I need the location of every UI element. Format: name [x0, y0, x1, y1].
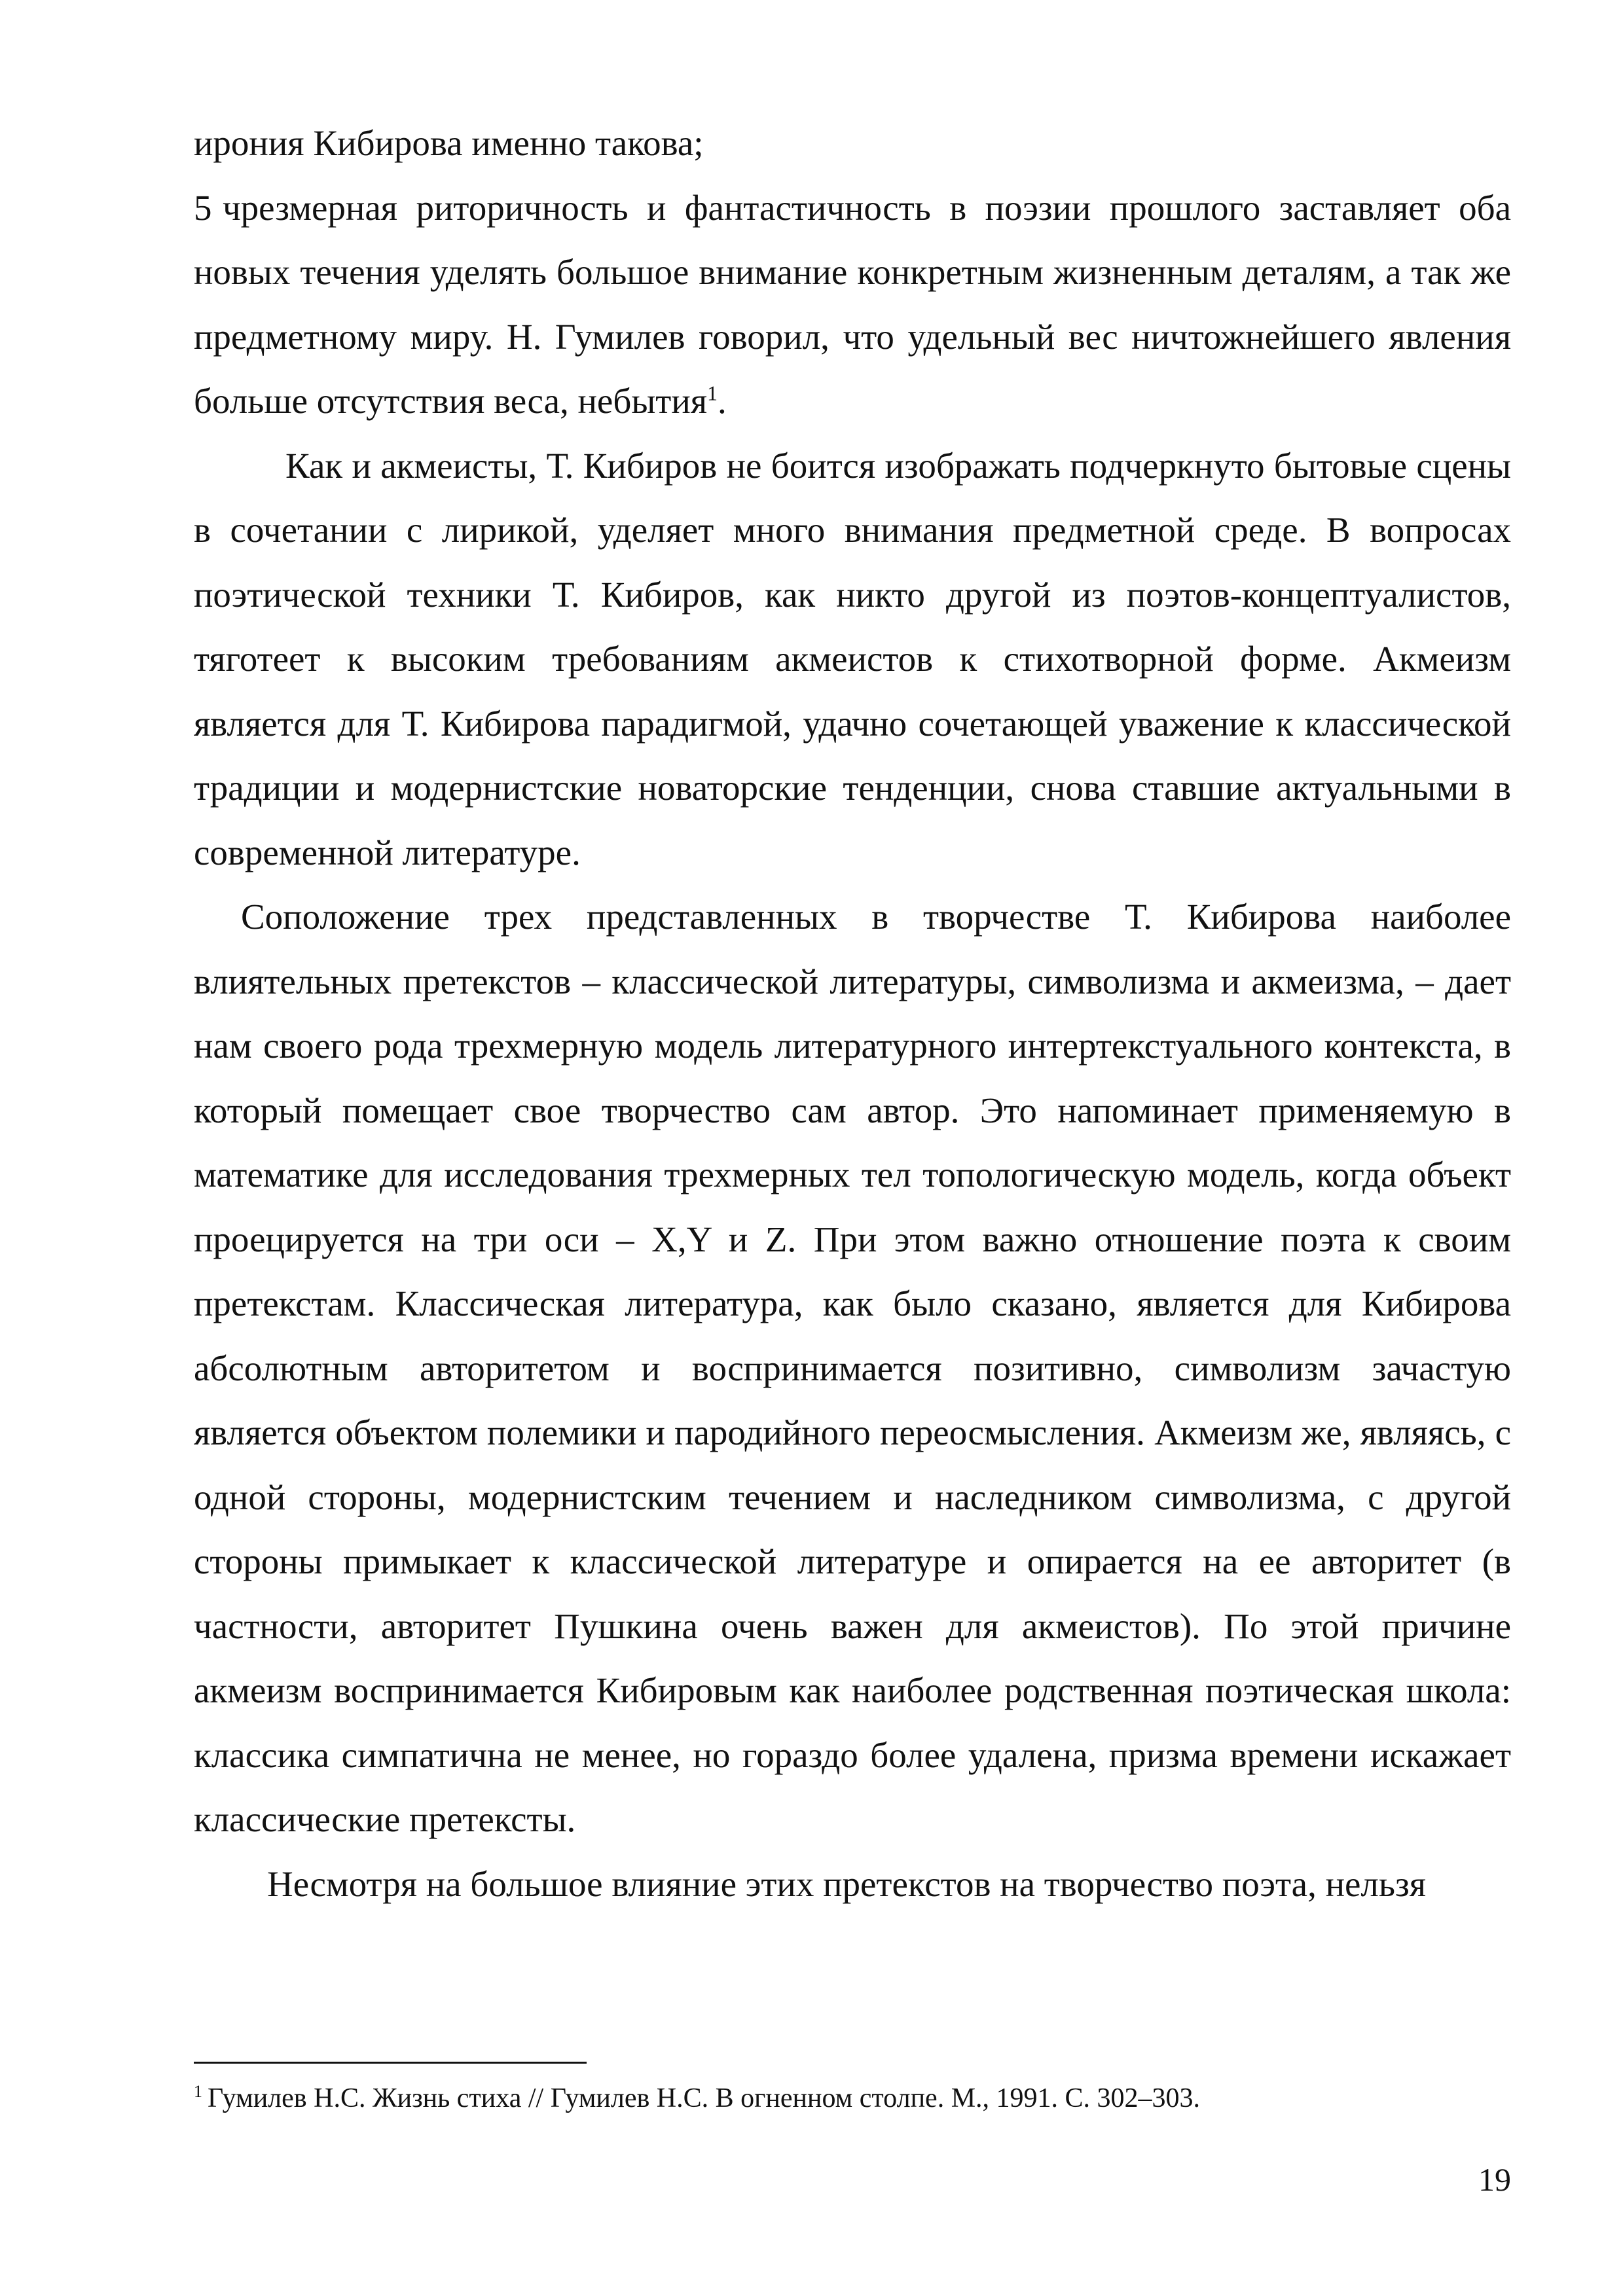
list-number: 5 [194, 187, 212, 228]
footnote-text: Гумилев Н.С. Жизнь стиха // Гумилев Н.С. В огненном столпе. М., 1991. С. 302–303. [208, 2083, 1201, 2113]
paragraph-3: Как и акмеисты, Т. Кибиров не боится изображать подчеркнуто бытовые сцены в сочетании с лирикой, уделяет много внимания предметной среде. В вопросах поэтической техники Т. Кибиров, как никто другой из поэтов-концептуалистов, тяготеет к высоким требованиям акмеистов к стихотворной форме. Акмеизм является для Т. Кибирова парадигмой, удачно сочетающей уважение к классической традиции и модернистские новаторские тенденции, снова ставшие актуальными в современной литературе. [194, 445, 1511, 872]
footnote-reference[interactable]: 1 [707, 381, 718, 405]
paragraph-1: ирония Кибирова именно такова; [194, 123, 704, 163]
paragraph-2-end: . [718, 381, 727, 421]
page-number: 19 [1478, 2161, 1511, 2198]
paragraph-4: Соположение трех представленных в творчестве Т. Кибирова наиболее влиятельных претекстов – классической литературы, символизма и акмеизма, – дает нам своего рода трехмерную модель литературного интертекстуального контекста, в который помещает свое творчество сам автор. Это напоминает применяемую в математике для исследования трехмерных тел топологическую модель, когда объект проецируется на три оси – X,Y и Z. При этом важно отношение поэта к своим претекстам. Классическая литература, как было сказано, является для Кибирова абсолютным авторитетом и воспринимается позитивно, символизм зачастую является объектом полемики и пародийного переосмысления. Акмеизм же, являясь, с одной стороны, модернистским течением и наследником символизма, с другой стороны примыкает к классической литературе и опирается на ее авторитет (в частности, авторитет Пушкина очень важен для акмеистов). По этой причине акмеизм воспринимается Кибировым как наиболее родственная поэтическая школа: классика симпатична не менее, но гораздо более удалена, призма времени искажает классические претексты. [194, 897, 1511, 1839]
footnote [194, 2079, 1511, 2118]
paragraph-2-text: чрезмерная риторичность и фантастичность в поэзии прошлого заставляет оба новых течения уделять большое внимание конкретным жизненным деталям, а так же предметному миру. Н. Гумилев говорил, что удельный вес ничтожнейшего явления больше отсутствия веса, небытия [194, 187, 1511, 421]
body-text [194, 111, 1511, 1916]
paragraph-5: Несмотря на большое влияние этих претекстов на творчество поэта, нельзя [267, 1863, 1426, 1904]
footnote-separator [194, 2062, 587, 2064]
paragraph-2 [194, 176, 1511, 434]
footnote-mark: 1 [194, 2082, 202, 2101]
